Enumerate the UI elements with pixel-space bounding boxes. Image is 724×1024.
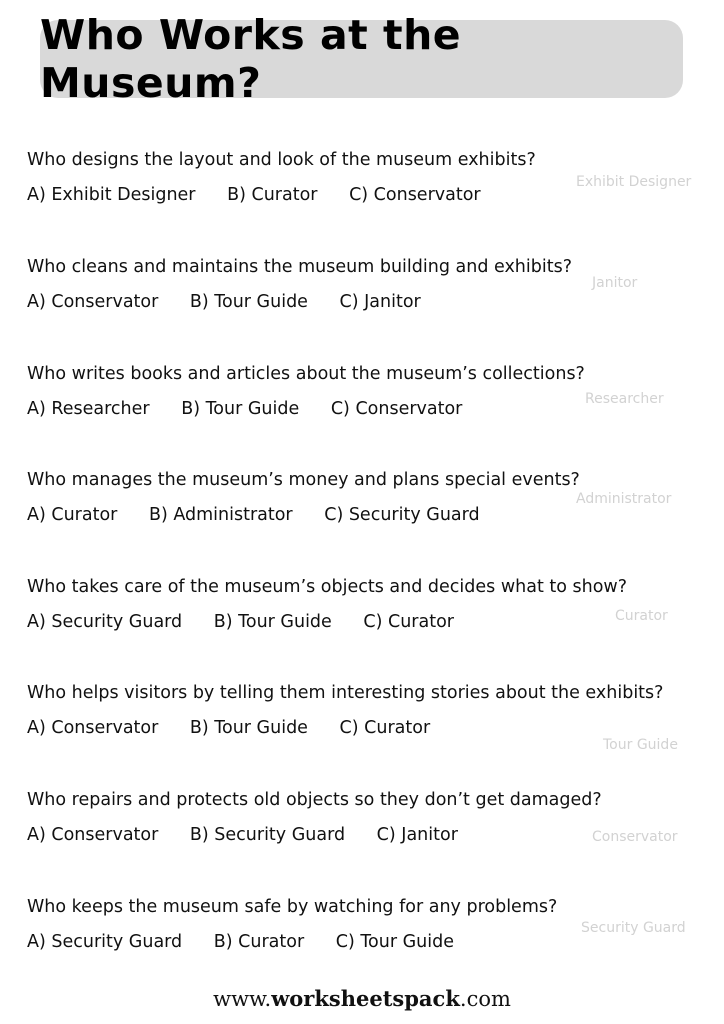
option-a: A) Researcher (27, 399, 150, 419)
options-row (27, 504, 707, 526)
option-a: A) Security Guard (27, 932, 183, 952)
footer-brand: worksheetspack (271, 986, 460, 1011)
option-b: B) Curator (227, 185, 318, 205)
option-b: B) Tour Guide (189, 292, 308, 312)
question-text: Who writes books and articles about the museum’s collections? (27, 364, 585, 384)
option-a: A) Conservator (27, 825, 159, 845)
option-b: B) Tour Guide (181, 399, 300, 419)
question-text: Who helps visitors by telling them interesting stories about the exhibits? (27, 683, 664, 703)
question-text: Who repairs and protects old objects so they don’t get damaged? (27, 790, 602, 810)
answer-hint-6: Tour Guide (603, 737, 678, 753)
answer-hint-8: Security Guard (581, 920, 686, 936)
title-banner (40, 11, 683, 107)
question-text: Who takes care of the museum’s objects and decides what to show? (27, 577, 628, 597)
footer-website (0, 986, 724, 1011)
footer-suffix: .com (459, 987, 511, 1011)
option-a: A) Conservator (27, 718, 159, 738)
question-text: Who designs the layout and look of the museum exhibits? (27, 150, 536, 170)
option-c: C) Security Guard (324, 505, 480, 525)
page-title: Who Works at the Museum? (40, 11, 462, 107)
footer-prefix: www. (213, 987, 272, 1011)
option-a: A) Curator (27, 505, 118, 525)
answer-hint-3: Researcher (585, 391, 664, 407)
options-row (27, 611, 707, 633)
options-row (27, 717, 707, 739)
question-text: Who keeps the museum safe by watching for any problems? (27, 897, 558, 917)
option-c: C) Conservator (330, 399, 463, 419)
option-a: A) Exhibit Designer (27, 185, 196, 205)
option-c: C) Conservator (349, 185, 481, 205)
option-b: B) Tour Guide (213, 612, 332, 632)
question-block-5 (27, 576, 707, 633)
question-text: Who cleans and maintains the museum building and exhibits? (27, 257, 572, 277)
option-c: C) Curator (363, 612, 454, 632)
option-b: B) Security Guard (189, 825, 346, 845)
option-c: C) Janitor (339, 292, 421, 312)
option-b: B) Curator (213, 932, 305, 952)
options-row (27, 291, 707, 313)
answer-hint-7: Conservator (592, 829, 678, 845)
option-b: B) Tour Guide (189, 718, 308, 738)
option-a: A) Conservator (27, 292, 159, 312)
option-b: B) Administrator (148, 505, 293, 525)
question-text: Who manages the museum’s money and plans special events? (27, 470, 580, 490)
option-c: C) Janitor (376, 825, 458, 845)
question-block-6 (27, 682, 707, 739)
option-c: C) Tour Guide (335, 932, 454, 952)
answer-hint-4: Administrator (576, 491, 672, 507)
answer-hint-2: Janitor (592, 275, 638, 291)
option-c: C) Curator (339, 718, 431, 738)
answer-hint-5: Curator (615, 608, 668, 624)
option-a: A) Security Guard (27, 612, 183, 632)
answer-hint-1: Exhibit Designer (576, 174, 692, 190)
